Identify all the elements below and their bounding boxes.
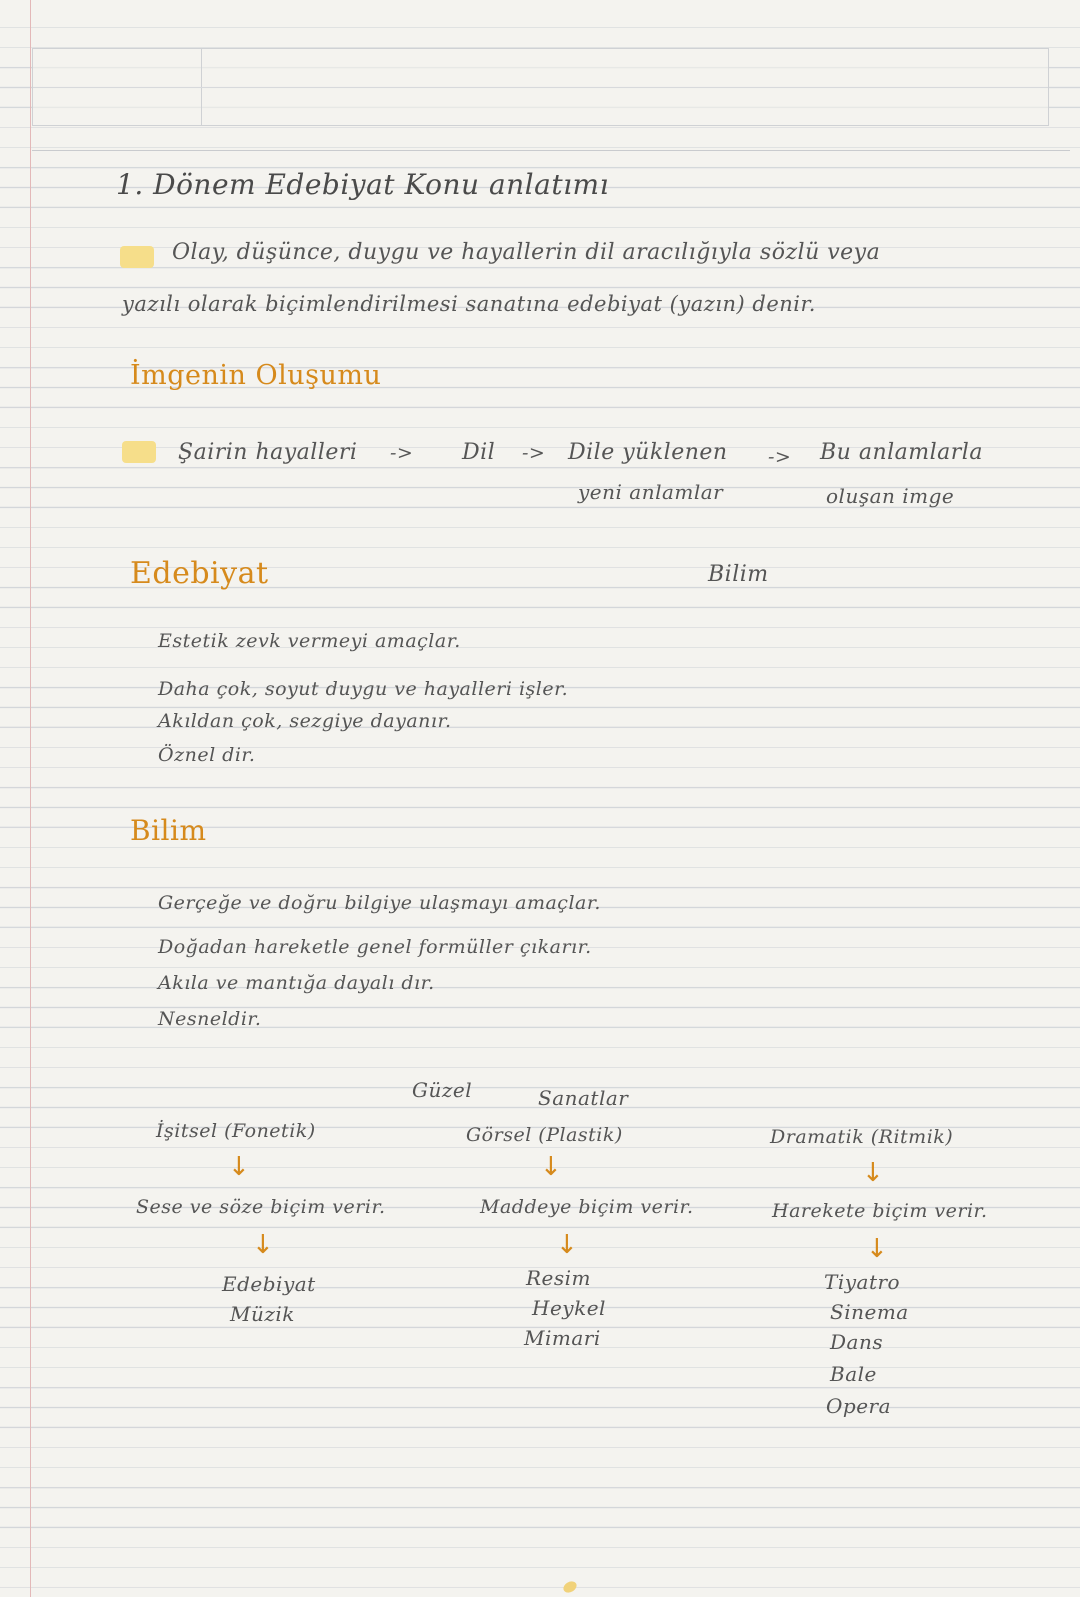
bilim-heading: Bilim [130, 814, 207, 847]
bilim-item-3: Akıla ve mantığa dayalı dır. [158, 972, 435, 994]
column-3-item-4: Bale [830, 1362, 877, 1386]
guzel-sanatlar-title-left: Güzel [412, 1078, 473, 1102]
edebiyat-item-4: Öznel dir. [158, 744, 256, 766]
imge-step-3-line-1: Dile yüklenen [568, 440, 728, 465]
down-arrow-icon: ↓ [866, 1234, 888, 1264]
edebiyat-item-1: Estetik zevk vermeyi amaçlar. [158, 630, 461, 652]
down-arrow-icon: ↓ [862, 1158, 884, 1188]
margin-line [30, 0, 31, 1597]
column-1-item-1: Edebiyat [222, 1272, 316, 1296]
content-top-rule [32, 150, 1070, 151]
column-2-desc: Maddeye biçim verir. [480, 1196, 694, 1218]
imge-arrow-2: -> [522, 442, 546, 464]
down-arrow-icon: ↓ [540, 1152, 562, 1182]
imge-arrow-3: -> [768, 446, 792, 468]
bilim-item-2: Doğadan hareketle genel formüller çıkarır. [158, 936, 592, 958]
guzel-sanatlar-title-right: Sanatlar [538, 1086, 629, 1110]
column-3-name: Dramatik (Ritmik) [770, 1126, 954, 1148]
down-arrow-icon: ↓ [228, 1152, 250, 1182]
down-arrow-icon: ↓ [252, 1230, 274, 1260]
definition-line-2: yazılı olarak biçimlendirilmesi sanatına edebiyat (yazın) denir. [122, 292, 816, 316]
definition-line-1: Olay, düşünce, duygu ve hayallerin dil aracılığıyla sözlü veya [172, 240, 881, 265]
page-title: 1. Dönem Edebiyat Konu anlatımı [116, 168, 610, 201]
down-arrow-icon: ↓ [556, 1230, 578, 1260]
column-3-item-2: Sinema [830, 1300, 909, 1324]
edebiyat-item-3: Akıldan çok, sezgiye dayanır. [158, 710, 452, 732]
column-2-name: Görsel (Plastik) [466, 1124, 623, 1146]
edebiyat-item-2: Daha çok, soyut duygu ve hayalleri işler. [158, 678, 569, 700]
header-rule [33, 87, 1048, 88]
imge-arrow-1: -> [390, 442, 414, 464]
imge-step-4-line-1: Bu anlamlarla [820, 440, 983, 465]
bilim-item-1: Gerçeğe ve doğru bilgiye ulaşmayı amaçlar. [158, 892, 601, 914]
column-2-item-1: Resim [526, 1266, 592, 1290]
column-1-desc: Sese ve söze biçim verir. [136, 1196, 386, 1218]
column-3-item-5: Opera [826, 1394, 892, 1418]
edebiyat-heading: Edebiyat [130, 556, 269, 591]
bilim-item-4: Nesneldir. [158, 1008, 262, 1030]
column-3-item-3: Dans [830, 1330, 884, 1354]
column-2-item-3: Mimari [524, 1326, 601, 1350]
imge-step-1: Şairin hayalleri [178, 440, 358, 465]
imge-step-3-line-2: yeni anlamlar [578, 480, 724, 504]
column-3-desc: Harekete biçim verir. [772, 1200, 988, 1222]
pen-mark [561, 1579, 578, 1595]
imge-step-4-line-2: oluşan imge [826, 484, 955, 508]
column-1-name: İşitsel (Fonetik) [156, 1120, 316, 1142]
highlight-marker [120, 246, 154, 268]
imge-step-2: Dil [462, 440, 496, 465]
imge-heading: İmgenin Oluşumu [130, 360, 382, 391]
column-3-item-1: Tiyatro [824, 1270, 901, 1294]
column-1-item-2: Müzik [230, 1302, 295, 1326]
highlight-marker-2 [122, 441, 156, 463]
edebiyat-side-label: Bilim [708, 562, 769, 587]
column-2-item-2: Heykel [532, 1296, 606, 1320]
page-header-box [32, 48, 1049, 126]
